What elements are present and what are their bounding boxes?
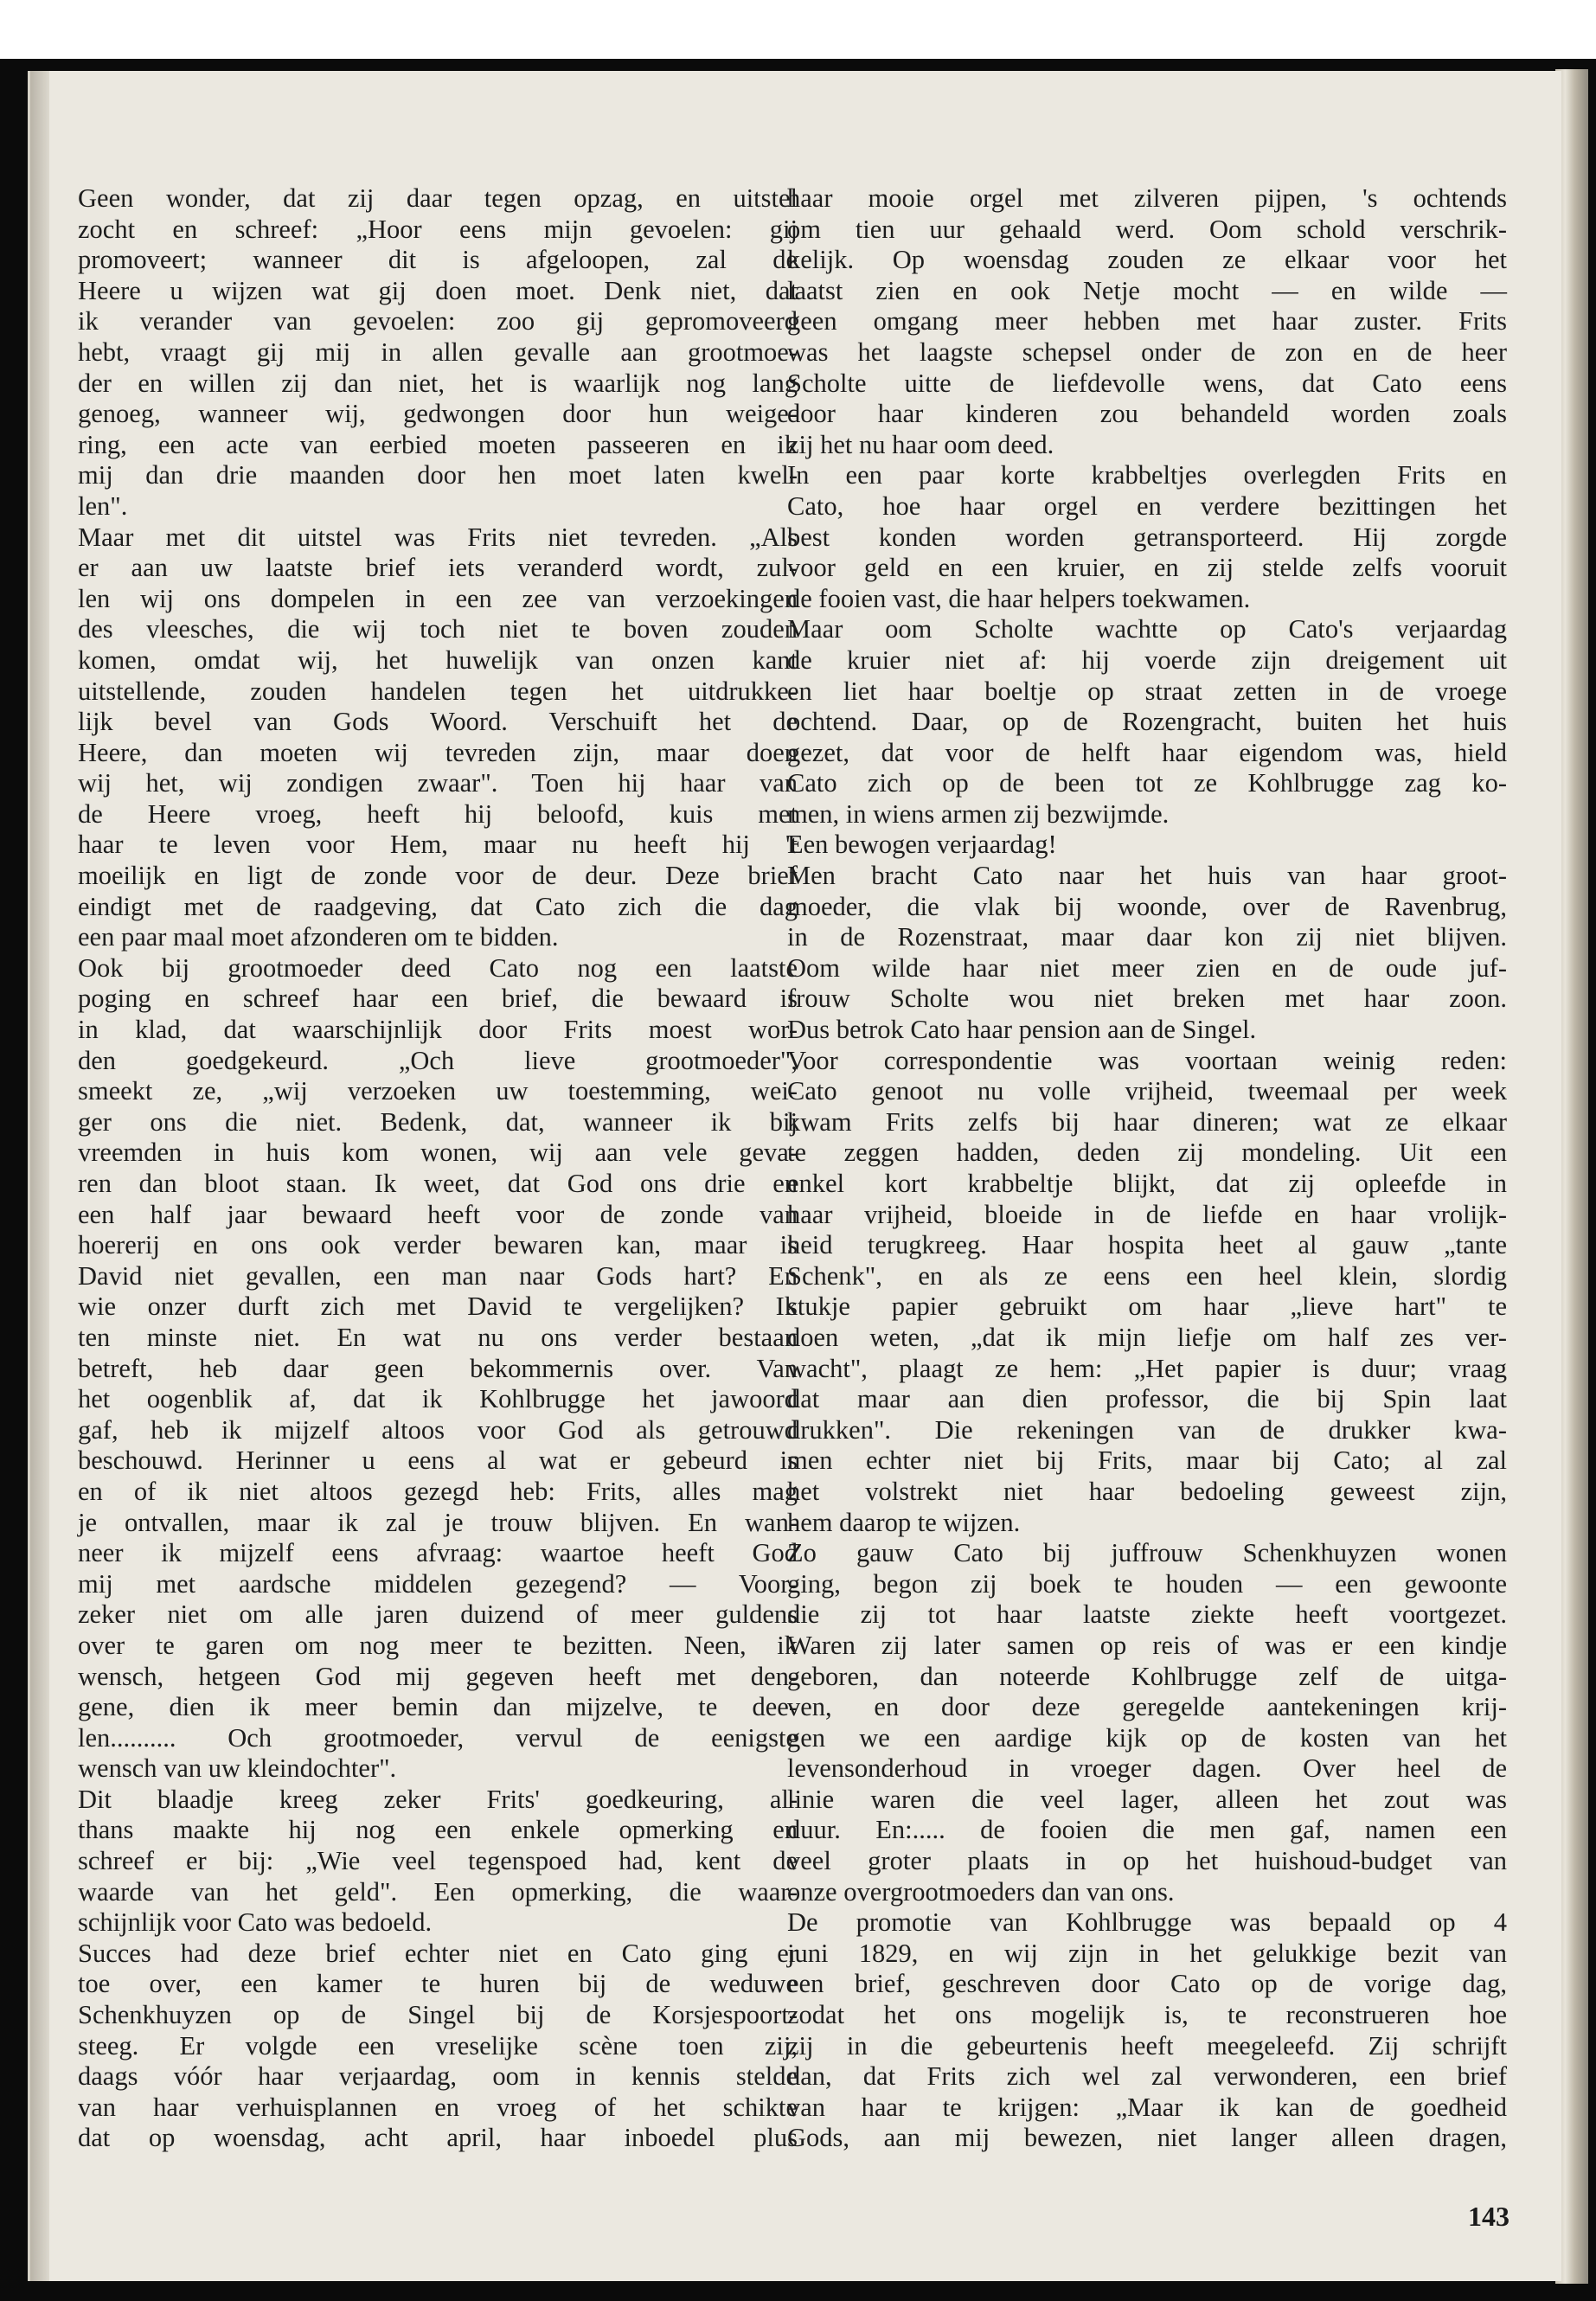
text-line: den goedgekeurd. „Och lieve grootmoeder", <box>78 1045 798 1075</box>
text-line: kwam Frits zelfs bij haar dineren; wat ze elkaar <box>787 1106 1507 1137</box>
text-line: dat op woensdag, acht april, haar inboedel plus <box>78 2123 798 2153</box>
text-line: Cato, hoe haar orgel en verdere bezittingen het <box>787 490 1507 521</box>
text-line: die zij tot haar laatste ziekte heeft voortgezet. <box>787 1599 1507 1630</box>
right-text-column <box>787 183 1507 2154</box>
text-line: ger ons die niet. Bedenk, dat, wanneer ik bij <box>78 1106 798 1137</box>
text-line: dat maar aan dien professor, die bij Spin laat <box>787 1384 1507 1414</box>
text-line: te zeggen hadden, deden zij mondeling. Uit een <box>787 1138 1507 1168</box>
text-line: Scholte uitte de liefdevolle wens, dat Cato eens <box>787 368 1507 398</box>
text-line: frouw Scholte wou niet breken met haar zoon. <box>787 984 1507 1014</box>
text-line: hoererij en ons ook verder bewaren kan, maar is <box>78 1230 798 1260</box>
text-line: wie onzer durft zich met David te vergelijken? Ik <box>78 1292 798 1322</box>
text-line: linie waren die veel lager, alleen het zout was <box>787 1784 1507 1814</box>
text-line: laatst zien en ook Netje mocht — en wilde — <box>787 275 1507 305</box>
text-line: hem daarop te wijzen. <box>787 1507 1021 1537</box>
text-line: haar vrijheid, bloeide in de liefde en haar vrolijk- <box>787 1199 1507 1229</box>
text-line: dan, dat Frits zich wel zal verwonderen, een brief <box>787 2061 1507 2092</box>
text-line: Heere, dan moeten wij tevreden zijn, maar doen <box>78 737 798 767</box>
text-line: ren dan bloot staan. Ik weet, dat God ons drie en <box>78 1169 798 1198</box>
text-line: Gods, aan mij bewezen, niet langer alleen dragen, <box>787 2123 1507 2153</box>
text-line: zij in die gebeurtenis heeft meegeleefd. Zij schrijft <box>787 2030 1507 2061</box>
text-line: Maar oom Scholte wachtte op Cato's verjaardag <box>787 614 1507 644</box>
text-line: een half jaar bewaard heeft voor de zonde van <box>78 1199 798 1229</box>
text-line: juni 1829, en wij zijn in het gelukkige bezit van <box>787 1938 1507 1968</box>
text-line: om tien uur gehaald werd. Oom schold verschrik- <box>787 214 1507 244</box>
text-line: Maar met dit uitstel was Frits niet tevreden. „Als <box>78 522 798 552</box>
text-line: Oom wilde haar niet meer zien en de oude juf- <box>787 952 1507 983</box>
text-line: schreef er bij: „Wie veel tegenspoed had, kent de <box>78 1846 798 1876</box>
text-line: gen we een aardige kijk op de kosten van het <box>787 1722 1507 1753</box>
text-line: enkel kort krabbeltje blijkt, dat zij opleefde in <box>787 1169 1507 1198</box>
text-line: ten minste niet. En wat nu ons verder bestaan <box>78 1322 798 1352</box>
text-line: onze overgrootmoeders dan van ons. <box>787 1876 1175 1907</box>
text-line: van haar verhuisplannen en vroeg of het schikte <box>78 2092 798 2122</box>
text-line: len.......... Och grootmoeder, vervul de eenigste <box>78 1722 798 1753</box>
text-line: smeekt ze, „wij verzoeken uw toestemming, wei- <box>78 1076 798 1106</box>
text-line: Ook bij grootmoeder deed Cato nog een laatste <box>78 952 798 983</box>
text-line: je ontvallen, maar ik zal je trouw blijven. En wan- <box>78 1507 798 1537</box>
text-line: men, in wiens armen zij bezwijmde. <box>787 798 1170 829</box>
text-line: David niet gevallen, een man naar Gods hart? En <box>78 1260 798 1291</box>
text-line: beschouwd. Herinner u eens al wat er gebeurd is <box>78 1445 798 1476</box>
text-line: ging, begon zij boek te houden — een gewoonte <box>787 1568 1507 1599</box>
text-line: voor geld en een kruier, en zij stelde zelfs vooruit <box>787 553 1507 583</box>
text-line: waarde van het geld". Een opmerking, die waar- <box>78 1876 798 1907</box>
text-line: drukken". Die rekeningen van de drukker kwa- <box>787 1414 1507 1445</box>
text-line: de kruier niet af: hij voerde zijn dreigement uit <box>787 644 1507 675</box>
text-line: over te garen om nog meer te bezitten. Neen, ik <box>78 1630 798 1660</box>
text-line: en liet haar boeltje op straat zetten in de vroege <box>787 676 1507 706</box>
text-line: gezet, dat voor de helft haar eigendom was, hield <box>787 737 1507 767</box>
text-line: Cato zich op de been tot ze Kohlbrugge zag ko- <box>787 768 1507 798</box>
text-line: schijnlijk voor Cato was bedoeld. <box>78 1907 433 1938</box>
text-line: het oogenblik af, dat ik Kohlbrugge het jawoord <box>78 1384 798 1414</box>
text-line: in klad, dat waarschijnlijk door Frits moest wor- <box>78 1015 798 1045</box>
text-line: ven, en door deze geregelde aantekeningen krij- <box>787 1692 1507 1722</box>
text-line: Men bracht Cato naar het huis van haar groot- <box>787 861 1507 891</box>
text-line: moeder, die vlak bij woonde, over de Ravenbrug, <box>787 891 1507 921</box>
text-line: Voor correspondentie was voortaan weinig reden: <box>787 1045 1507 1075</box>
text-line: het volstrekt niet haar bedoeling geweest zijn, <box>787 1476 1507 1506</box>
text-line: hebt, vraagt gij mij in allen gevalle aan grootmoe- <box>78 336 798 367</box>
text-line: wij het, wij zondigen zwaar". Toen hij haar van <box>78 768 798 798</box>
text-line: van haar te krijgen: „Maar ik kan de goedheid <box>787 2092 1507 2122</box>
text-line: Cato genoot nu volle vrijheid, tweemaal per week <box>787 1076 1507 1106</box>
text-line: ochtend. Daar, op de Rozengracht, buiten het huis <box>787 707 1507 737</box>
text-line: des vleesches, die wij toch niet te boven zouden <box>78 614 798 644</box>
text-line: door haar kinderen zou behandeld worden zoals <box>787 399 1507 429</box>
text-line: Dit blaadje kreeg zeker Frits' goedkeuring, al- <box>78 1784 798 1814</box>
text-line: zeker niet om alle jaren duizend of meer guldens <box>78 1599 798 1630</box>
text-line: Zo gauw Cato bij juffrouw Schenkhuyzen wonen <box>787 1538 1507 1568</box>
text-line: duur. En:..... de fooien die men gaf, namen een <box>787 1815 1507 1845</box>
text-line: Succes had deze brief echter niet en Cato ging er <box>78 1938 798 1968</box>
text-line: Heere u wijzen wat gij doen moet. Denk niet, dat <box>78 275 798 305</box>
text-line: zodat het ons mogelijk is, te reconstrueren hoe <box>787 2000 1507 2030</box>
text-line: stukje papier gebruikt om haar „lieve hart" te <box>787 1292 1507 1322</box>
text-line: ik verander van gevoelen: zoo gij gepromoveerd <box>78 306 798 336</box>
text-line: In een paar korte krabbeltjes overlegden Frits en <box>787 460 1507 490</box>
text-line: haar mooie orgel met zilveren pijpen, 's ochtends <box>787 183 1507 213</box>
page-spine <box>30 71 49 2281</box>
text-line: best konden worden getransporteerd. Hij zorgde <box>787 522 1507 552</box>
text-line: gene, dien ik meer bemin dan mijzelve, te dee- <box>78 1692 798 1722</box>
text-line: steeg. Er volgde een vreselijke scène toen zij, <box>78 2030 798 2061</box>
text-line: de Heere vroeg, heeft hij beloofd, kuis met <box>78 798 798 829</box>
text-line: len". <box>78 490 128 521</box>
text-line: was het laagste schepsel onder de zon en de heer <box>787 336 1507 367</box>
text-line: der en willen zij dan niet, het is waarlijk nog lang <box>78 368 798 398</box>
text-line: heid terugkreeg. Haar hospita heet al gauw „tante <box>787 1230 1507 1260</box>
text-line: promoveert; wanneer dit is afgeloopen, zal de <box>78 245 798 275</box>
text-line: moeilijk en ligt de zonde voor de deur. Deze brief <box>78 861 798 891</box>
text-line: wensch van uw kleindochter". <box>78 1753 397 1784</box>
text-line: mij dan drie maanden door hen moet laten kwel- <box>78 460 798 490</box>
text-line: levensonderhoud in vroeger dagen. Over heel de <box>787 1753 1507 1784</box>
text-line: Schenkhuyzen op de Singel bij de Korsjespoort- <box>78 2000 798 2030</box>
text-line: vreemden in huis kom wonen, wij aan vele geva- <box>78 1138 798 1168</box>
text-line: haar te leven voor Hem, maar nu heeft hij 't <box>78 830 798 860</box>
book-page <box>28 71 1561 2281</box>
text-line: Waren zij later samen op reis of was er een kindje <box>787 1630 1507 1660</box>
text-line: wacht", plaagt ze hem: „Het papier is duur; vraag <box>787 1353 1507 1383</box>
text-line: ring, een acte van eerbied moeten passeeren en ik <box>78 429 798 459</box>
text-line: geen omgang meer hebben met haar zuster. Frits <box>787 306 1507 336</box>
text-line: de fooien vast, die haar helpers toekwamen. <box>787 583 1251 613</box>
text-line: toe over, een kamer te huren bij de weduwe <box>78 1969 798 1999</box>
text-line: eindigt met de raadgeving, dat Cato zich die dag <box>78 891 798 921</box>
text-line: kelijk. Op woensdag zouden ze elkaar voor het <box>787 245 1507 275</box>
text-line: en of ik niet altoos gezegd heb: Frits, alles mag <box>78 1476 798 1506</box>
text-line: neer ik mijzelf eens afvraag: waartoe heeft God <box>78 1538 798 1568</box>
text-line: lijk bevel van Gods Woord. Verschuift het de <box>78 707 798 737</box>
text-line: men echter niet bij Frits, maar bij Cato; al zal <box>787 1445 1507 1476</box>
text-line: gaf, heb ik mijzelf altoos voor God als getrouwd <box>78 1414 798 1445</box>
text-line: Een bewogen verjaardag! <box>787 830 1057 860</box>
text-line: poging en schreef haar een brief, die bewaard is <box>78 984 798 1014</box>
text-line: veel groter plaats in op het huishoud-budget van <box>787 1846 1507 1876</box>
text-line: Schenk", en als ze eens een heel klein, slordig <box>787 1260 1507 1291</box>
text-line: zocht en schreef: „Hoor eens mijn gevoelen: gij <box>78 214 798 244</box>
text-line: een paar maal moet afzonderen om te bidden. <box>78 922 559 952</box>
text-line: De promotie van Kohlbrugge was bepaald op 4 <box>787 1907 1507 1938</box>
text-line: doen weten, „dat ik mijn liefje om half zes ver- <box>787 1322 1507 1352</box>
text-line: betreft, heb daar geen bekommernis over. Van <box>78 1353 798 1383</box>
text-line: een brief, geschreven door Cato op de vorige dag, <box>787 1969 1507 1999</box>
text-line: wensch, hetgeen God mij gegeven heeft met den- <box>78 1661 798 1691</box>
page-number: 143 <box>1468 2201 1509 2232</box>
text-line: len wij ons dompelen in een zee van verzoekingen <box>78 583 798 613</box>
text-line: komen, omdat wij, het huwelijk van onzen kant <box>78 644 798 675</box>
text-line: in de Rozenstraat, maar daar kon zij niet blijven. <box>787 922 1507 952</box>
text-line: thans maakte hij nog een enkele opmerking en <box>78 1815 798 1845</box>
text-line: uitstellende, zouden handelen tegen het uitdrukke- <box>78 676 798 706</box>
text-line: genoeg, wanneer wij, gedwongen door hun weige- <box>78 399 798 429</box>
text-line: Geen wonder, dat zij daar tegen opzag, en uitstel <box>78 183 798 213</box>
scan-top-margin <box>0 0 1596 59</box>
text-line: geboren, dan noteerde Kohlbrugge zelf de uitga- <box>787 1661 1507 1691</box>
text-line: er aan uw laatste brief iets veranderd wordt, zul- <box>78 553 798 583</box>
text-line: Dus betrok Cato haar pension aan de Singel. <box>787 1015 1257 1045</box>
text-line: zij het nu haar oom deed. <box>787 429 1054 459</box>
text-line: mij met aardsche middelen gezegend? — Voor- <box>78 1568 798 1599</box>
text-line: daags vóór haar verjaardag, oom in kennis stelde <box>78 2061 798 2092</box>
left-text-column <box>78 183 798 2154</box>
